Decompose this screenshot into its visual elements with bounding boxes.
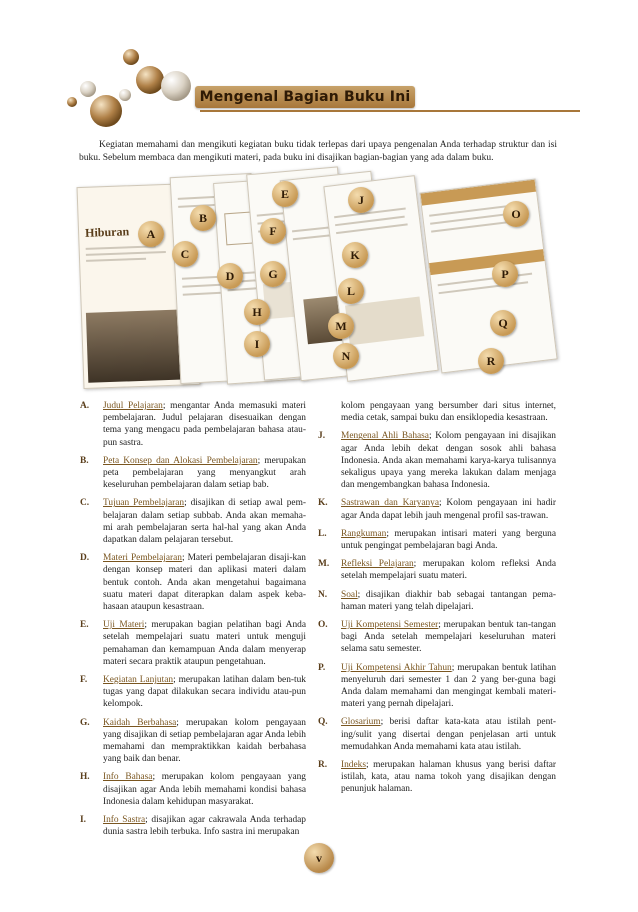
list-item (318, 589, 556, 613)
list-item (318, 619, 556, 656)
shaded-box (345, 296, 424, 345)
list-item (318, 558, 556, 582)
item-text: ; merupakan kolom refleksi Anda setelah mempelajari suatu materi. (341, 559, 556, 582)
section-title-bar (195, 86, 415, 108)
intro-text: Kegiatan memahami dan mengikuti kegiatan buku tidak terlepas dari upaya pengenalan Anda terhadap struktur dan isi buku. Sebelum membaca dan mengikuti materi, pada buku ini disajikan bagian-bagian yang ada dalam buku. (79, 140, 557, 163)
list-item (318, 528, 556, 552)
item-letter: O. (318, 620, 328, 631)
item-letter: C. (80, 498, 90, 509)
item-letter: M. (318, 559, 330, 570)
item-text: ; mengantar Anda memasuki materi pembelajaran. Judul pelajaran disesuaikan dengan tema yang mengacu pada pembelajaran bahasa atau-pun sastra. (103, 401, 306, 448)
item-text: ; merupakan intisari materi yang berguna untuk pengingat pembelajaran bagi Anda. (341, 528, 556, 552)
list-item (80, 771, 306, 808)
item-term: Uji Materi (103, 620, 145, 631)
text-line (86, 251, 166, 256)
label-a: A (138, 221, 164, 247)
list-item (80, 400, 306, 449)
item-term: Info Sastra (103, 815, 146, 826)
item-text: ; disajikan diakhir bab sebagai tantangan pema-haman materi yang telah dipelajari. (341, 589, 556, 612)
item-term: Sastrawan dan Karyanya (341, 498, 440, 509)
item-term: Soal (341, 589, 358, 600)
list-item (318, 662, 556, 711)
sample-page-7 (419, 179, 557, 374)
page-title: Mengenal Bagian Buku Ini (199, 89, 411, 105)
item-term: Glosarium (341, 717, 381, 728)
item-term: Peta Konsep dan Alokasi Pembelajaran (103, 455, 258, 466)
item-term: Kegiatan Lanjutan (103, 675, 174, 686)
item-letter: J. (318, 431, 326, 442)
label-g: G (260, 261, 286, 287)
item-text: ; merupakan kolom pengayaan yang disajikan agar Anda lebih memahami kondisi bahasa Indonesia dalam kehidupan masyarakat. (103, 772, 306, 807)
hiburan-label: Hiburan (84, 224, 130, 240)
item-letter: R. (318, 760, 328, 771)
list-item (318, 497, 556, 521)
item-text: ; merupakan bentuk latihan menyeluruh dari semester 1 dan 2 yang ber-guna bagi Anda dalam memahami dan mengingat kembali materi-materi yang pernah dipelajari. (341, 662, 557, 710)
item-letter: H. (80, 772, 90, 783)
item-letter: Q. (318, 717, 328, 728)
label-f: F (260, 218, 286, 244)
intro-paragraph (79, 139, 557, 165)
item-letter: K. (318, 498, 328, 509)
list-item (318, 716, 556, 753)
item-term: Info Bahasa (103, 772, 153, 783)
item-text: ; berisi daftar kata-kata atau istilah pent-ing/sulit yang disertai dengan penjelasan arti untuk memudahkan Anda memahami kata atau istilah. (341, 717, 556, 752)
label-p: P (492, 261, 518, 287)
item-text: ; Kolom pengayaan ini hadir agar Anda dapat lebih jauh mengenal profil sas-trawan. (341, 498, 556, 521)
label-d: D (217, 263, 243, 289)
item-letter: A. (80, 401, 90, 411)
item-term: Uji Kompetensi Semester (341, 620, 439, 631)
label-i: I (244, 331, 270, 357)
list-item (80, 497, 306, 546)
item-letter: D. (80, 553, 90, 564)
label-o: O (503, 201, 529, 227)
item-letter: N. (318, 589, 328, 600)
item-term: Kaidah Berbahasa (103, 717, 177, 728)
item-letter: P. (318, 662, 326, 673)
text-line (86, 258, 146, 262)
item-text: ; disajikan di setiap awal pem-belajaran dalam setiap subbab. Anda akan memaha-mi arah pembelajaran serta hal-hal yang akan Anda dapatkan dalam pelajaran tersebut. (103, 498, 306, 546)
list-item (80, 814, 306, 838)
right-column (318, 400, 556, 802)
label-k: K (342, 242, 368, 268)
page-header-band (429, 249, 545, 275)
item-text: ; merupakan halaman khusus yang berisi daftar istilah, kata, atau nama tokoh yang disajikan dengan penunjuk halaman. (341, 760, 556, 795)
label-n: N (333, 343, 359, 369)
continued-text: kolom pengayaan yang bersumber dari situs internet, media cetak, sampai buku dan ensiklopedia kesastraan. (341, 401, 556, 424)
label-e: E (272, 181, 298, 207)
item-text: ; merupakan bentuk tan-tangan bagi Anda setelah mempelajari keseluruhan materi selama satu semester. (341, 620, 556, 655)
item-term: Tujuan Pembelajaran (103, 498, 185, 509)
list-item (80, 619, 306, 668)
label-r: R (478, 348, 504, 374)
item-text: ; merupakan latihan dalam ben-tuk tugas yang dapat dilakukan secara individu atau-pun kelompok. (103, 675, 306, 710)
item-letter: E. (80, 620, 89, 631)
list-item (80, 552, 306, 613)
label-l: L (338, 278, 364, 304)
label-q: Q (490, 310, 516, 336)
label-h: H (244, 299, 270, 325)
page-number: v (304, 843, 334, 873)
book-pages-collage (80, 165, 555, 390)
title-underline (200, 110, 580, 112)
item-text: ; Materi pembelajaran disaji-kan dengan konsep materi dan aplikasi materi dalam bentuk contoh. Anda akan mengetahui bagaimana suatu materi dapat diterapkan dalam aspek keba-hasaan ataupun kesastraan. (103, 553, 306, 613)
decorative-bubbles (0, 0, 230, 150)
item-term: Refleksi Pelajaran (341, 559, 414, 570)
item-term: Rangkuman (341, 528, 387, 539)
item-letter: F. (80, 675, 88, 686)
list-item (318, 759, 556, 796)
item-text: ; merupakan peta pembelajaran yang menyangkut arah keseluruhan pembelajaran dalam setiap bab. (103, 455, 306, 491)
item-letter: I. (80, 815, 86, 826)
label-b: B (190, 205, 216, 231)
item-term: Judul Pelajaran (103, 401, 163, 411)
item-term: Mengenal Ahli Bahasa (341, 431, 429, 442)
list-item (318, 430, 556, 491)
label-j: J (348, 187, 374, 213)
list-item (80, 674, 306, 711)
list-item (80, 455, 306, 492)
item-term: Indeks (341, 760, 366, 771)
label-m: M (328, 313, 354, 339)
text-line (336, 223, 408, 234)
left-column (80, 400, 306, 845)
item-term: Uji Kompetensi Akhir Tahun (341, 662, 452, 673)
item-letter: G. (80, 717, 90, 728)
item-letter: L. (318, 528, 327, 539)
item-text: ; merupakan bagian pelatihan bagi Anda setelah mempelajari suatu materi untuk menguji pemahaman dan kemampuan Anda dalam menyerap materi secara praktik ataupun pengetahuan. (103, 620, 306, 667)
item-text: ; merupakan kolom pengayaan yang disajikan di setiap pembelajaran agar Anda lebih memahami dan mempraktikkan kaidah berbahasa yang baik dan benar. (103, 717, 306, 765)
list-item (80, 717, 306, 766)
item-text: ; Kolom pengayaan ini disajikan agar Anda lebih dekat dengan sosok ahli bahasa Indonesia. Anda akan memahami karya-karya tulisannya sekaligus upaya yang mereka lakukan dalam menjaga dan mengembangkan bahasa Indonesia. (341, 431, 556, 491)
item-term: Materi Pembelajaran (103, 553, 182, 564)
item-text: ; disajikan agar cakrawala Anda terhadap dunia sastra lebih terbuka. Info sastra ini merupakan (103, 815, 306, 838)
item-letter: B. (80, 455, 89, 466)
label-c: C (172, 241, 198, 267)
